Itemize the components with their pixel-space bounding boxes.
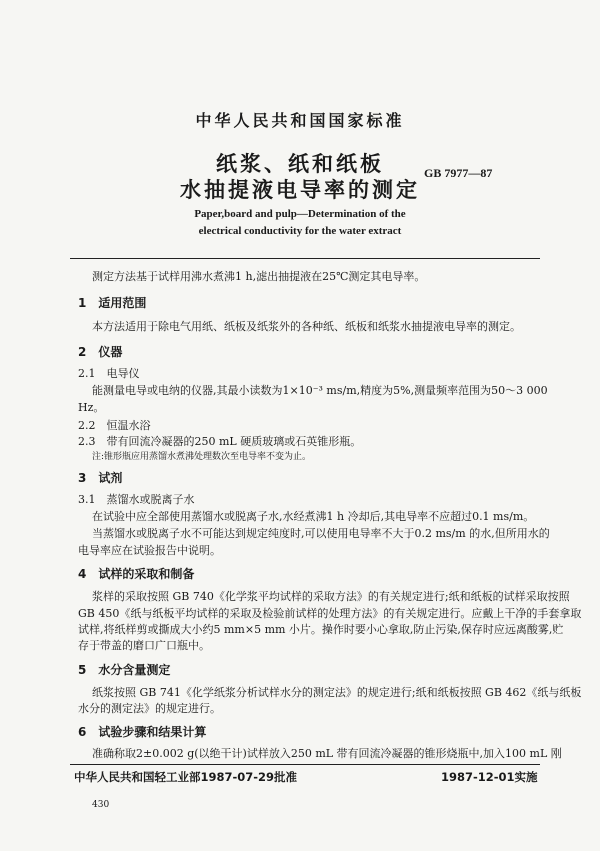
standard-header: 中华人民共和国国家标准 (195, 111, 405, 130)
section-1-heading: 1 适用范围 (78, 296, 147, 310)
document-title-line1: 纸浆、纸和纸板 (216, 152, 384, 176)
section-2-1-text-cont: Hz。 (78, 401, 105, 414)
section-4-heading: 4 试样的采取和制备 (78, 567, 195, 581)
section-2-3-item: 2.3 带有回流冷凝器的250 mL 硬质玻璃或石英锥形瓶。 (78, 435, 362, 448)
section-3-text-line3: 电导率应在试验报告中说明。 (78, 544, 221, 557)
section-6-text-line1: 准确称取2±0.002 g(以绝干计)试样放入250 mL 带有回流冷凝器的锥形烧瓶中,加入100 mL 刚 (92, 747, 562, 760)
section-5-text-line1: 纸浆按照 GB 741《化学纸浆分析试样水分的测定法》的规定进行;纸和纸板按照 GB 462《纸与纸板 (92, 686, 582, 699)
section-4-text-line3: 试样,将纸样剪或撕成大小约5 mm×5 mm 小片。操作时要小心拿取,防止污染,保存时应远离酸雾,贮 (78, 623, 564, 636)
document-title-line2: 水抽提液电导率的测定 (180, 178, 420, 202)
section-4-text-line1: 浆样的采取按照 GB 740《化学浆平均试样的采取方法》的有关规定进行;纸和纸板的试样采取按照 (92, 590, 570, 603)
section-2-heading: 2 仪器 (78, 345, 123, 359)
section-2-2-item: 2.2 恒温水浴 (78, 419, 151, 432)
section-5-text-line2: 水分的测定法》的规定进行。 (78, 702, 221, 715)
english-title-line1: Paper,board and pulp—Determination of the (194, 208, 406, 220)
section-3-text-line1: 在试验中应全部使用蒸馏水或脱离子水,水经煮沸1 h 冷却后,其电导率不应超过0.1 ms/m。 (92, 510, 535, 523)
standard-code: GB 7977—87 (424, 166, 493, 180)
page-number: 430 (92, 800, 110, 810)
section-3-heading: 3 试剂 (78, 471, 123, 485)
section-2-1-heading: 2.1 电导仪 (78, 367, 140, 380)
section-2-note: 注:锥形瓶应用蒸馏水煮沸处理数次至电导率不变为止。 (92, 452, 312, 462)
implementation-date: 1987-12-01实施 (441, 770, 538, 784)
english-title-line2: electrical conductivity for the water extract (198, 225, 402, 237)
section-6-heading: 6 试验步骤和结果计算 (78, 725, 207, 739)
section-3-1-heading: 3.1 蒸馏水或脱离子水 (78, 493, 195, 506)
section-3-text-line2: 当蒸馏水或脱离子水不可能达到规定纯度时,可以使用电导率不大于0.2 ms/m 的水,但所用水的 (92, 527, 550, 540)
section-1-text: 本方法适用于除电气用纸、纸板及纸浆外的各种纸、纸板和纸浆水抽提液电导率的测定。 (92, 320, 521, 333)
section-5-heading: 5 水分含量测定 (78, 663, 171, 677)
intro-text: 测定方法基于试样用沸水煮沸1 h,滤出抽提液在25℃测定其电导率。 (92, 270, 426, 283)
section-2-1-text: 能测量电导或电纳的仪器,其最小读数为1×10⁻³ ms/m,精度为5%,测量频率范围为50～3 000 (92, 384, 548, 397)
approval-line: 中华人民共和国轻工业部1987-07-29批准 (74, 770, 298, 784)
header-divider (70, 258, 540, 259)
footer-divider (70, 764, 540, 765)
section-4-text-line2: GB 450《纸与纸板平均试样的采取及检验前试样的处理方法》的有关规定进行。应戴上干净的手套拿取 (78, 607, 582, 620)
section-4-text-line4: 存于带盖的磨口广口瓶中。 (78, 639, 210, 652)
